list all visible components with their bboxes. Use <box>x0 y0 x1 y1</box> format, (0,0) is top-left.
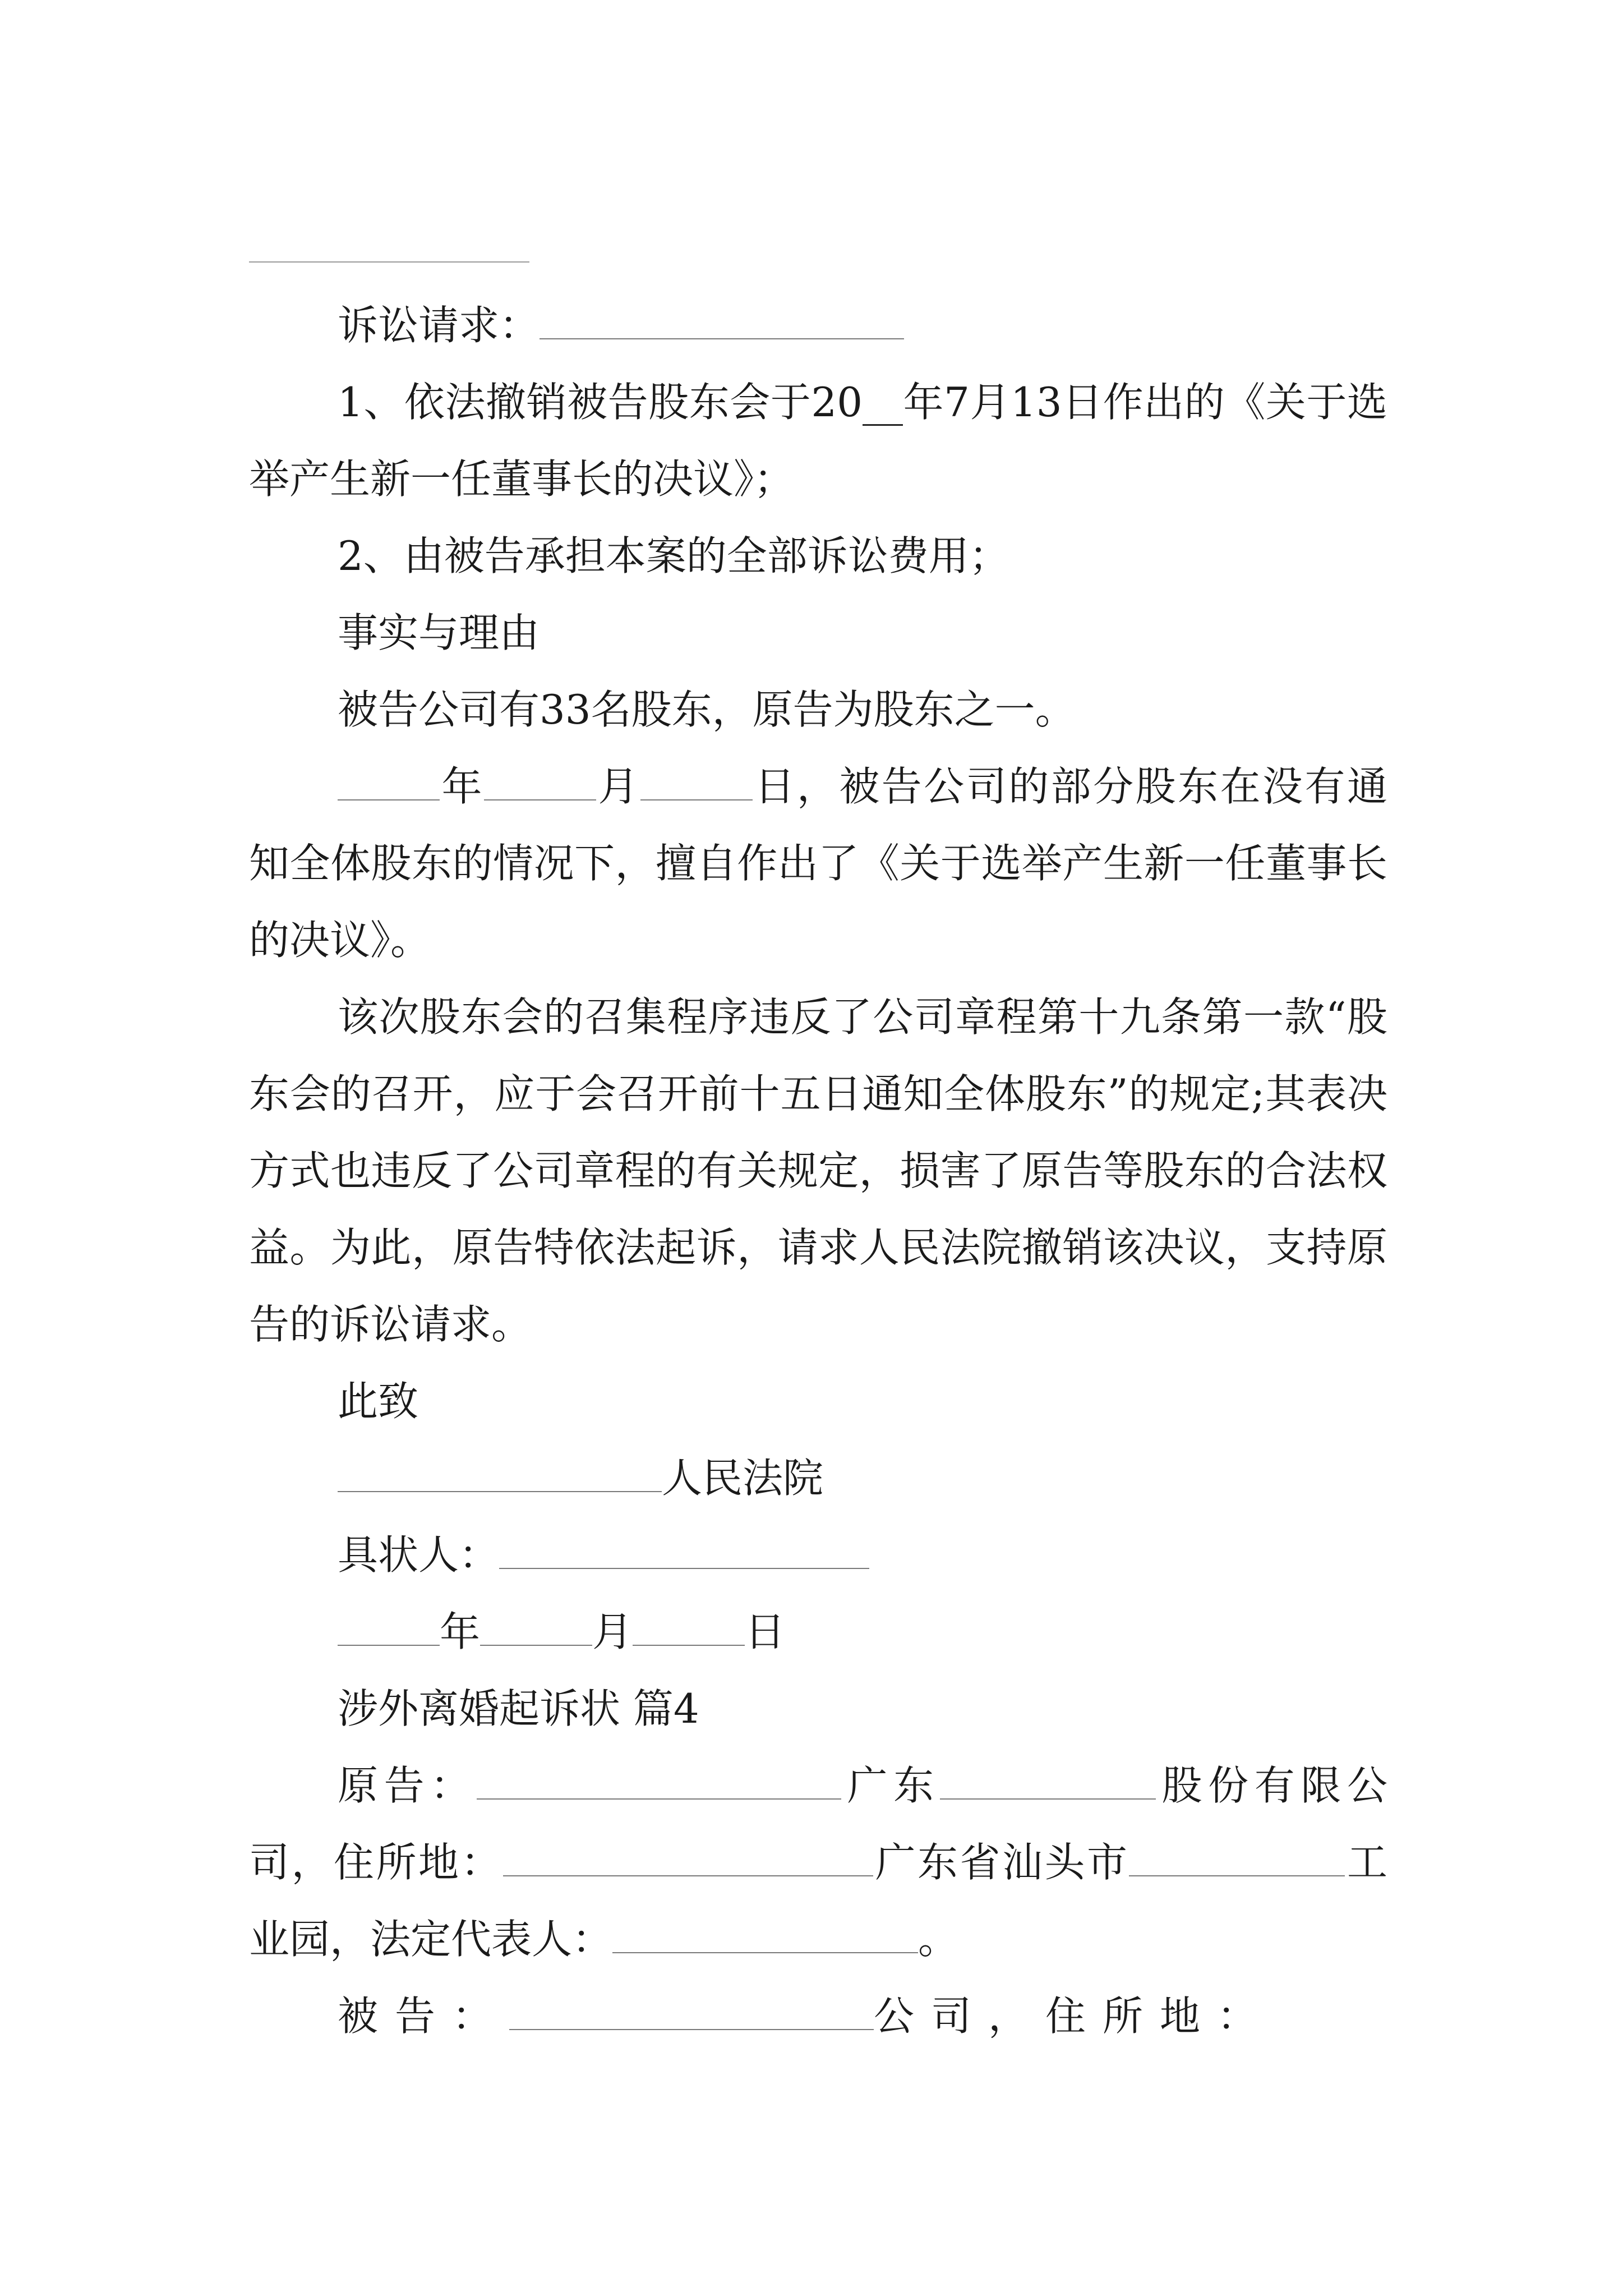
document-body <box>249 287 1387 2055</box>
facts-paragraph-2: 年 月 日，被告公司的部分股东在没有通知全体股东的情况下，擅自作出了《关于选举产生新一任董事长的决议》。 <box>249 763 1387 964</box>
blank-year <box>338 1608 440 1646</box>
facts-paragraph-3: 该次股东会的召集程序违反了公司章程第十九条第一款“股东会的召开，应于会召开前十五日通知全体股东”的规定;其表决方式也违反了公司章程的有关规定，损害了原告等股东的合法权益。为此，原告特依法起诉，请求人民法院撤销该决议，支持原告的诉讼请求。 <box>249 993 1387 1348</box>
facts-heading: 事实与理由 <box>338 609 540 656</box>
blank-plaintiff-name <box>940 1761 1156 1800</box>
salutation: 此致 <box>338 1378 419 1425</box>
blank-month <box>480 1608 592 1646</box>
facts-paragraph-1: 被告公司有33名股东，原告为股东之一。 <box>338 686 1076 733</box>
defendant-paragraph: 被告： 公司，住所地： <box>338 1993 1275 2040</box>
date-line: 年 月 日 <box>249 1594 1387 1671</box>
claim-2: 2、由被告承担本案的全部诉讼费用； <box>338 532 1009 579</box>
claim-1: 1、依法撤销被告股东会于20__年7月13日作出的《关于选举产生新一任董事长的决议》； <box>249 379 1387 503</box>
blank-plaintiff <box>477 1761 841 1800</box>
blank-month <box>484 762 596 800</box>
blank-defendant <box>509 1992 874 2030</box>
section-title: 涉外离婚起诉状 篇4 <box>338 1685 699 1732</box>
blank-plaintiff-address <box>503 1838 873 1876</box>
top-divider <box>249 261 529 263</box>
blank-year <box>338 762 440 800</box>
signer-line: 具状人： <box>249 1517 1387 1594</box>
blank-day <box>640 762 753 800</box>
blank-line <box>540 301 904 339</box>
claims-heading: 诉讼请求： <box>249 287 1387 364</box>
blank-plaintiff-park <box>1129 1838 1345 1876</box>
blank-day <box>633 1608 745 1646</box>
plaintiff-paragraph: 原告： 广东 股份有限公司，住所地： 广东省汕头市 工业园，法定代表人： 。 <box>249 1762 1387 1963</box>
blank-signer <box>499 1531 869 1569</box>
court-line: 人民法院 <box>249 1440 1387 1517</box>
blank-court <box>338 1454 662 1492</box>
blank-plaintiff-rep <box>612 1915 918 1953</box>
